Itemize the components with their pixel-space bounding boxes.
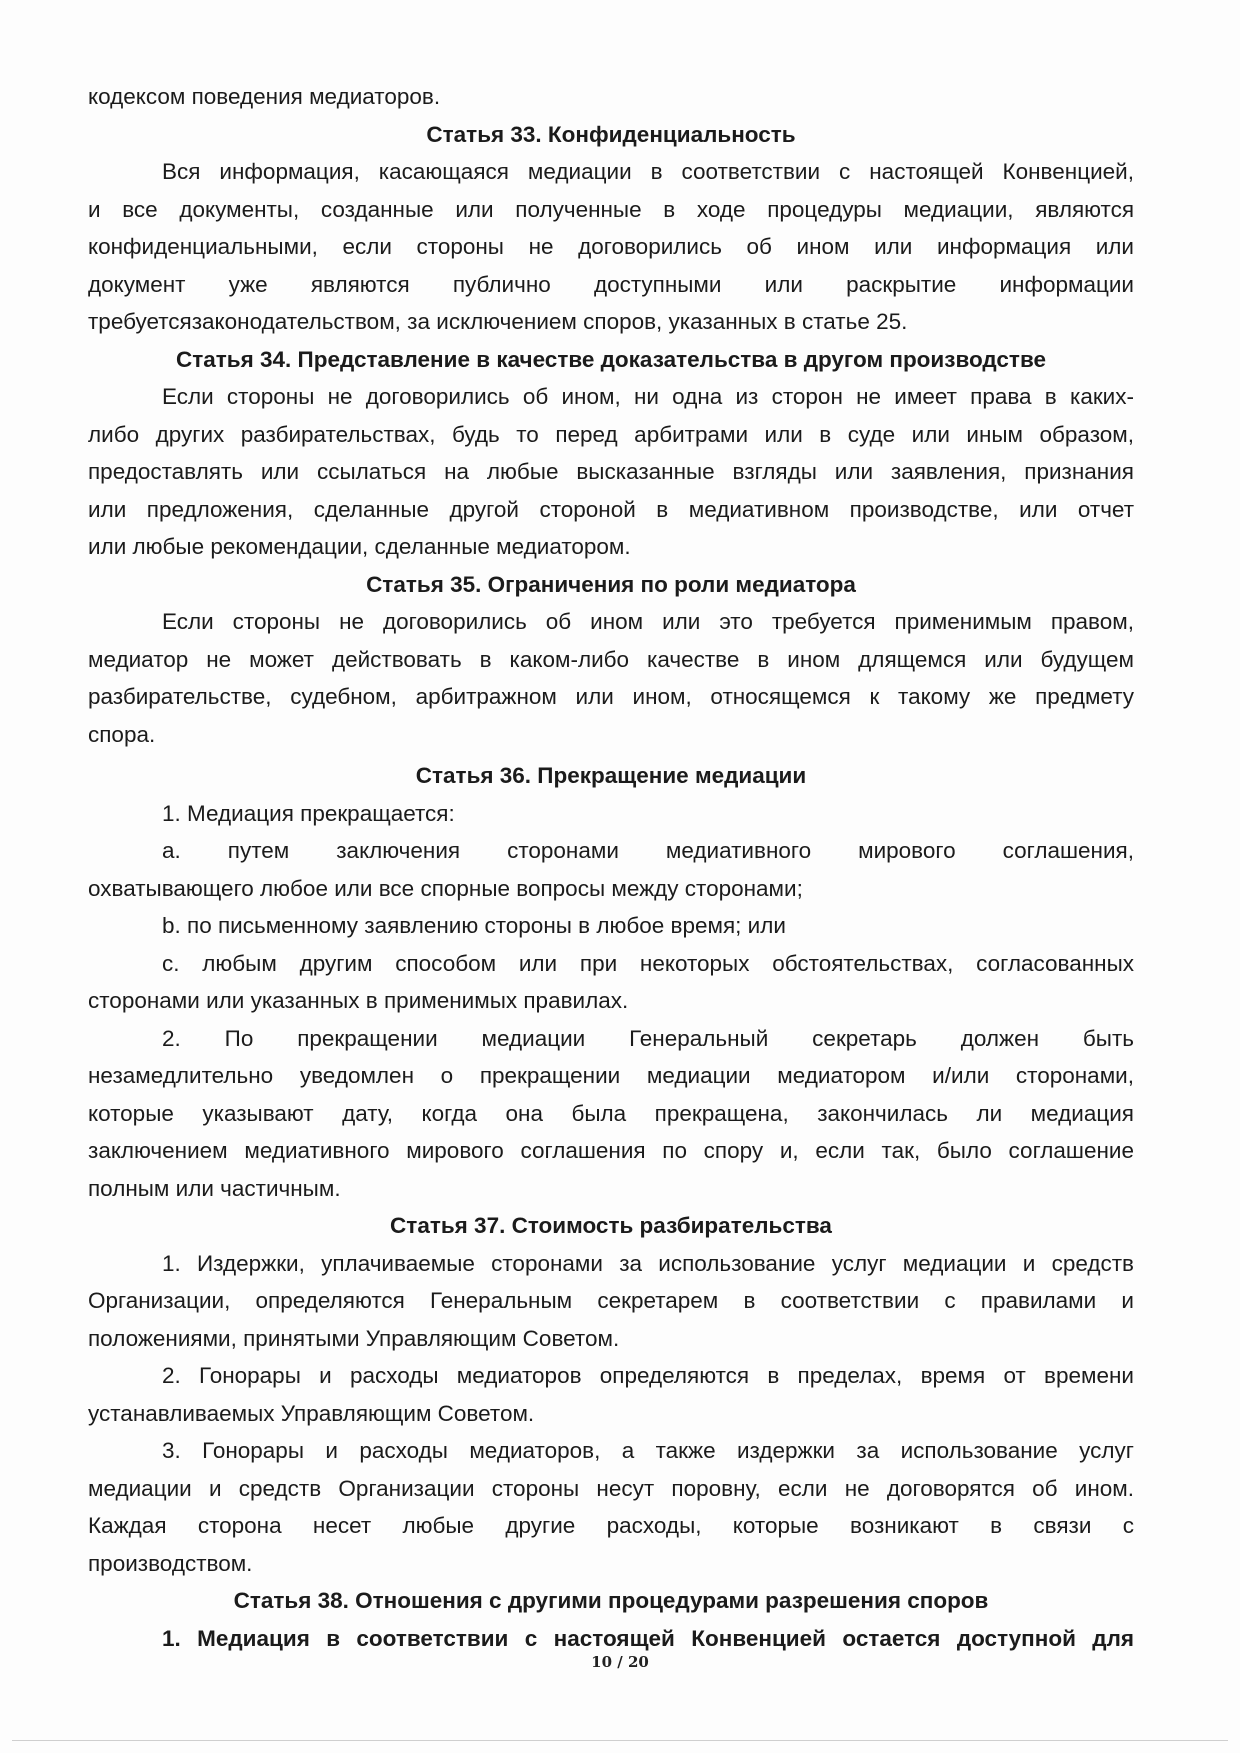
paragraph-line: 3. Гонорары и расходы медиаторов, а также издержки за использование услуг [162,1438,1134,1463]
article-37 [88,1207,1134,1582]
article-38 [88,1582,1134,1657]
paragraph-line: либо других разбирательствах, будь то перед арбитрами или в суде или иным образом, [88,421,1134,447]
article-33 [88,116,1134,341]
article-heading: Статья 34. Представление в качестве доказательства в другом производстве [176,346,1046,372]
paragraph-line: a. путем заключения сторонами медиативного мирового соглашения, [162,838,1134,863]
paragraph-line: или предложения, сделанные другой стороной в медиативном производстве, или отчет [88,496,1134,522]
paragraph-line: производством. [88,1550,253,1576]
paragraph-line: устанавливаемых Управляющим Советом. [88,1400,535,1426]
page-number: 10 / 20 [591,1653,649,1671]
paragraph-line: Если стороны не договорились об ином, ни одна из сторон не имеет права в каких- [162,384,1134,409]
paragraph-line: конфиденциальными, если стороны не договорились об ином или информация или [88,234,1134,259]
paragraph-line: 2. По прекращении медиации Генеральный секретарь должен быть [162,1025,1134,1051]
article-heading: Статья 38. Отношения с другими процедурами разрешения споров [233,1588,989,1613]
paragraph-line: медиатор не может действовать в каком-либо качестве в ином длящемся или будущем [88,646,1134,672]
paragraph-line: 1. Медиация прекращается: [162,800,455,826]
paragraph-line: c. любым другим способом или при некоторых обстоятельствах, согласованных [162,950,1134,976]
paragraph-line: Организации, определяются Генеральным секретарем в соответствии с правилами и [88,1288,1134,1313]
article-heading: Статья 35. Ограничения по роли медиатора [366,571,856,597]
paragraph-line: или любые рекомендации, сделанные медиатором. [88,534,631,559]
paragraph-line: предоставлять или ссылаться на любые высказанные взгляды или заявления, признания [88,459,1134,484]
article-heading: Статья 33. Конфиденциальность [426,121,796,147]
article-35 [88,566,1134,754]
paragraph-line: медиации и средств Организации стороны несут поровну, если не договорятся об ином. [88,1475,1134,1501]
paragraph-line: спора. [88,721,156,747]
paragraph-line: Каждая сторона несет любые другие расходы, которые возникают в связи с [88,1513,1134,1538]
paragraph-line: и все документы, созданные или полученные в ходе процедуры медиации, являются [88,196,1134,222]
article-36 [88,757,1134,1207]
paragraph-line: кодексом поведения медиаторов. [88,84,441,109]
scan-edge-divider [12,1740,1228,1741]
paragraph-line: разбирательстве, судебном, арбитражном или ином, относящемся к такому же предмету [88,684,1134,709]
paragraph-line: сторонами или указанных в применимых правилах. [88,988,629,1013]
paragraph-line: документ уже являются публично доступными или раскрытие информации [88,271,1134,297]
paragraph-line: охватывающего любое или все спорные вопросы между сторонами; [88,875,803,901]
paragraph-line: Вся информация, касающаяся медиации в соответствии с настоящей Конвенцией, [162,159,1134,184]
document-body [88,78,1134,1657]
article-34 [88,341,1134,566]
article-heading: Статья 36. Прекращение медиации [415,763,807,788]
paragraph-line: незамедлительно уведомлен о прекращении медиации медиатором и/или сторонами, [88,1063,1134,1088]
paragraph-line: 1. Издержки, уплачиваемые сторонами за использование услуг медиации и средств [162,1250,1134,1276]
paragraph-line: требуетсязаконодательством, за исключением споров, указанных в статье 25. [88,309,908,334]
paragraph-line: Если стороны не договорились об ином или это требуется применимым правом, [162,609,1134,634]
paragraph-line: b. по письменному заявлению стороны в любое время; или [162,913,786,938]
paragraph-line: положениями, принятыми Управляющим Советом. [88,1325,620,1351]
paragraph-line: полным или частичным. [88,1175,341,1201]
paragraph-line: которые указывают дату, когда она была прекращена, закончилась ли медиация [88,1100,1134,1126]
paragraph-line: 2. Гонорары и расходы медиаторов определяются в пределах, время от времени [162,1363,1134,1388]
article-heading: Статья 37. Стоимость разбирательства [390,1213,832,1238]
paragraph-line: 1. Медиация в соответствии с настоящей Конвенцией остается доступной для [162,1625,1134,1651]
paragraph-line: заключением медиативного мирового соглашения по спору и, если так, было соглашение [88,1138,1134,1163]
